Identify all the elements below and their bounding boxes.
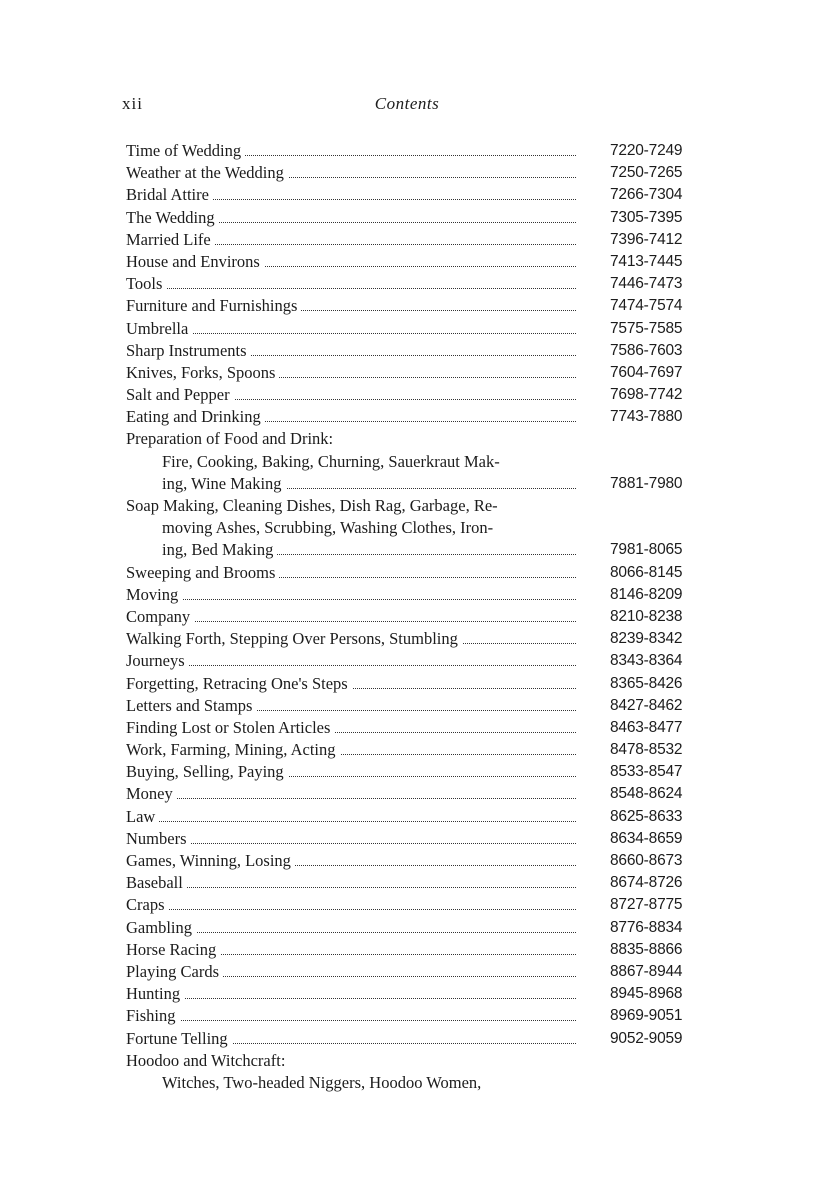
toc-entry-hoodoo xyxy=(126,1050,692,1094)
toc-heading: Preparation of Food and Drink: xyxy=(126,429,334,449)
toc-entry-title: Salt and Pepper xyxy=(126,384,234,406)
dot-leader xyxy=(126,821,576,822)
toc-entry-range: 8365-8426 xyxy=(610,674,683,692)
toc-entry-range: 8625-8633 xyxy=(610,807,683,825)
toc-entry-title: Work, Farming, Mining, Acting xyxy=(126,739,340,761)
toc-entry-title: Buying, Selling, Paying xyxy=(126,761,288,783)
toc-entry-title: ing, Bed Making xyxy=(126,539,277,561)
toc-entry xyxy=(126,650,692,672)
toc-entry-title: Games, Winning, Losing xyxy=(126,850,295,872)
dot-leader xyxy=(126,333,576,334)
toc-entry-title: Numbers xyxy=(126,828,191,850)
toc-entry-title: Letters and Stamps xyxy=(126,695,256,717)
toc-subline: Fire, Cooking, Baking, Churning, Sauerkraut Mak- xyxy=(162,451,500,471)
toc-entry xyxy=(126,406,692,428)
toc-entry-title: Knives, Forks, Spoons xyxy=(126,362,279,384)
toc-entry-range: 8776-8834 xyxy=(610,918,683,936)
toc-entry xyxy=(126,318,692,340)
toc-entry xyxy=(126,695,692,717)
dot-leader xyxy=(126,599,576,600)
page-header xyxy=(122,94,692,118)
toc-entry-title: The Wedding xyxy=(126,207,219,229)
toc-entry-range: 8867-8944 xyxy=(610,962,683,980)
toc-entry xyxy=(126,628,692,650)
toc-entry xyxy=(126,295,692,317)
toc-entry xyxy=(126,894,692,916)
toc-entry-title: Married Life xyxy=(126,229,215,251)
toc-entry-title: Bridal Attire xyxy=(126,184,213,206)
toc-entry-title: ing, Wine Making xyxy=(126,473,286,495)
toc-subline: Witches, Two-headed Niggers, Hoodoo Women, xyxy=(162,1072,482,1092)
toc-entry-range: 7604-7697 xyxy=(610,363,683,381)
toc-entry-range: 7743-7880 xyxy=(610,408,683,426)
toc-entry-title: Fortune Telling xyxy=(126,1028,232,1050)
toc-entry xyxy=(126,806,692,828)
toc-heading: Hoodoo and Witchcraft: xyxy=(126,1050,286,1070)
toc-entry-title: Furniture and Furnishings xyxy=(126,295,301,317)
toc-subline: moving Ashes, Scrubbing, Washing Clothes, Iron- xyxy=(162,518,494,538)
toc-entry-title: Company xyxy=(126,606,194,628)
toc-entry-range: 8548-8624 xyxy=(610,785,683,803)
toc-entry xyxy=(126,562,692,584)
dot-leader xyxy=(126,843,576,844)
toc-entry-range: 8239-8342 xyxy=(610,630,683,648)
toc-entry-range: 8463-8477 xyxy=(610,718,683,736)
toc-entry-range: 8146-8209 xyxy=(610,585,683,603)
toc-entry xyxy=(126,184,692,206)
toc-entry xyxy=(126,340,692,362)
toc-entry-range: 8674-8726 xyxy=(610,874,683,892)
toc-entry-range: 8066-8145 xyxy=(610,563,683,581)
running-title: Contents xyxy=(374,94,440,113)
toc-entry xyxy=(126,384,692,406)
toc-entry-title: Playing Cards xyxy=(126,961,223,983)
toc-entry-range: 7266-7304 xyxy=(610,186,683,204)
toc-entry-title: Forgetting, Retracing One's Steps xyxy=(126,673,352,695)
toc-entry-range: 8210-8238 xyxy=(610,607,683,625)
toc-entry-range: 7220-7249 xyxy=(610,142,683,159)
toc-entry-range: 7586-7603 xyxy=(610,341,683,359)
toc-group-b xyxy=(126,562,692,1050)
toc-entry xyxy=(126,739,692,761)
toc-entry xyxy=(126,717,692,739)
page-number: xii xyxy=(122,94,143,113)
toc-entry-title: House and Environs xyxy=(126,251,264,273)
toc-entry-range: 8835-8866 xyxy=(610,940,683,958)
toc-entry-range: 8969-9051 xyxy=(610,1007,683,1025)
toc-entry xyxy=(126,162,692,184)
toc-entry xyxy=(126,251,692,273)
toc-entry-title: Gambling xyxy=(126,917,196,939)
toc-entry-range: 9052-9059 xyxy=(610,1029,683,1047)
toc-entry-range: 7396-7412 xyxy=(610,230,683,248)
toc-entry xyxy=(126,1028,692,1050)
toc-entry-range: 8478-8532 xyxy=(610,741,683,759)
toc-subline: Soap Making, Cleaning Dishes, Dish Rag, Garbage, Re- xyxy=(126,496,498,515)
toc-entry-title: Craps xyxy=(126,894,169,916)
toc-entry-range: 8533-8547 xyxy=(610,763,683,781)
toc-entry-range: 7446-7473 xyxy=(610,275,683,293)
toc-entry xyxy=(126,983,692,1005)
toc-entry xyxy=(126,362,692,384)
table-of-contents xyxy=(126,140,692,1094)
toc-entry-range: 7575-7585 xyxy=(610,319,683,337)
toc-entry-last-line xyxy=(126,473,692,495)
toc-entry xyxy=(126,761,692,783)
toc-entry-range: 7413-7445 xyxy=(610,252,683,270)
toc-entry-title: Horse Racing xyxy=(126,939,220,961)
toc-entry-title: Money xyxy=(126,783,177,805)
toc-entry xyxy=(126,606,692,628)
toc-entry-range: 8660-8673 xyxy=(610,852,683,869)
dot-leader xyxy=(126,665,576,666)
toc-entry-title: Hunting xyxy=(126,983,184,1005)
toc-entry xyxy=(126,273,692,295)
toc-entry-title: Weather at the Wedding xyxy=(126,162,288,184)
toc-entry-title: Eating and Drinking xyxy=(126,406,265,428)
toc-entry xyxy=(126,961,692,983)
toc-entry xyxy=(126,783,692,805)
toc-entry-range: 8727-8775 xyxy=(610,896,683,914)
toc-entry-range: 8634-8659 xyxy=(610,829,683,847)
toc-entry xyxy=(126,140,692,162)
dot-leader xyxy=(126,998,576,999)
toc-entry-title: Sweeping and Brooms xyxy=(126,562,279,584)
dot-leader xyxy=(126,909,576,910)
toc-entry-title: Walking Forth, Stepping Over Persons, Stumbling xyxy=(126,628,462,650)
toc-entry-title: Moving xyxy=(126,584,182,606)
toc-entry xyxy=(126,872,692,894)
toc-entry xyxy=(126,673,692,695)
toc-entry-title: Tools xyxy=(126,273,166,295)
toc-entry-title: Umbrella xyxy=(126,318,192,340)
toc-entry-preparation xyxy=(126,428,692,495)
toc-entry-range: 7250-7265 xyxy=(610,164,683,182)
dot-leader xyxy=(126,288,576,289)
toc-entry-last-line xyxy=(126,539,692,561)
toc-entry-title: Time of Wedding xyxy=(126,140,245,162)
toc-entry xyxy=(126,917,692,939)
dot-leader xyxy=(126,887,576,888)
toc-entry-title: Sharp Instruments xyxy=(126,340,251,362)
toc-entry xyxy=(126,850,692,872)
toc-entry xyxy=(126,1005,692,1027)
toc-entry-soap-making xyxy=(126,495,692,562)
toc-entry-range: 7981-8065 xyxy=(610,541,683,559)
dot-leader xyxy=(126,1020,576,1021)
toc-entry-range: 8343-8364 xyxy=(610,652,683,670)
toc-entry-title: Law xyxy=(126,806,159,828)
toc-entry xyxy=(126,584,692,606)
toc-entry-range: 7881-7980 xyxy=(610,474,683,492)
toc-group-a xyxy=(126,140,692,428)
toc-entry xyxy=(126,207,692,229)
toc-entry-title: Journeys xyxy=(126,650,189,672)
toc-entry-title: Finding Lost or Stolen Articles xyxy=(126,717,334,739)
toc-entry-title: Fishing xyxy=(126,1005,180,1027)
toc-entry-range: 8427-8462 xyxy=(610,696,683,714)
toc-entry xyxy=(126,229,692,251)
toc-entry xyxy=(126,828,692,850)
toc-entry-range: 8945-8968 xyxy=(610,985,683,1003)
toc-entry-title: Baseball xyxy=(126,872,187,894)
toc-entry-range: 7474-7574 xyxy=(610,297,683,315)
toc-entry xyxy=(126,939,692,961)
dot-leader xyxy=(126,798,576,799)
toc-entry-range: 7698-7742 xyxy=(610,386,683,404)
toc-entry-range: 7305-7395 xyxy=(610,208,683,226)
